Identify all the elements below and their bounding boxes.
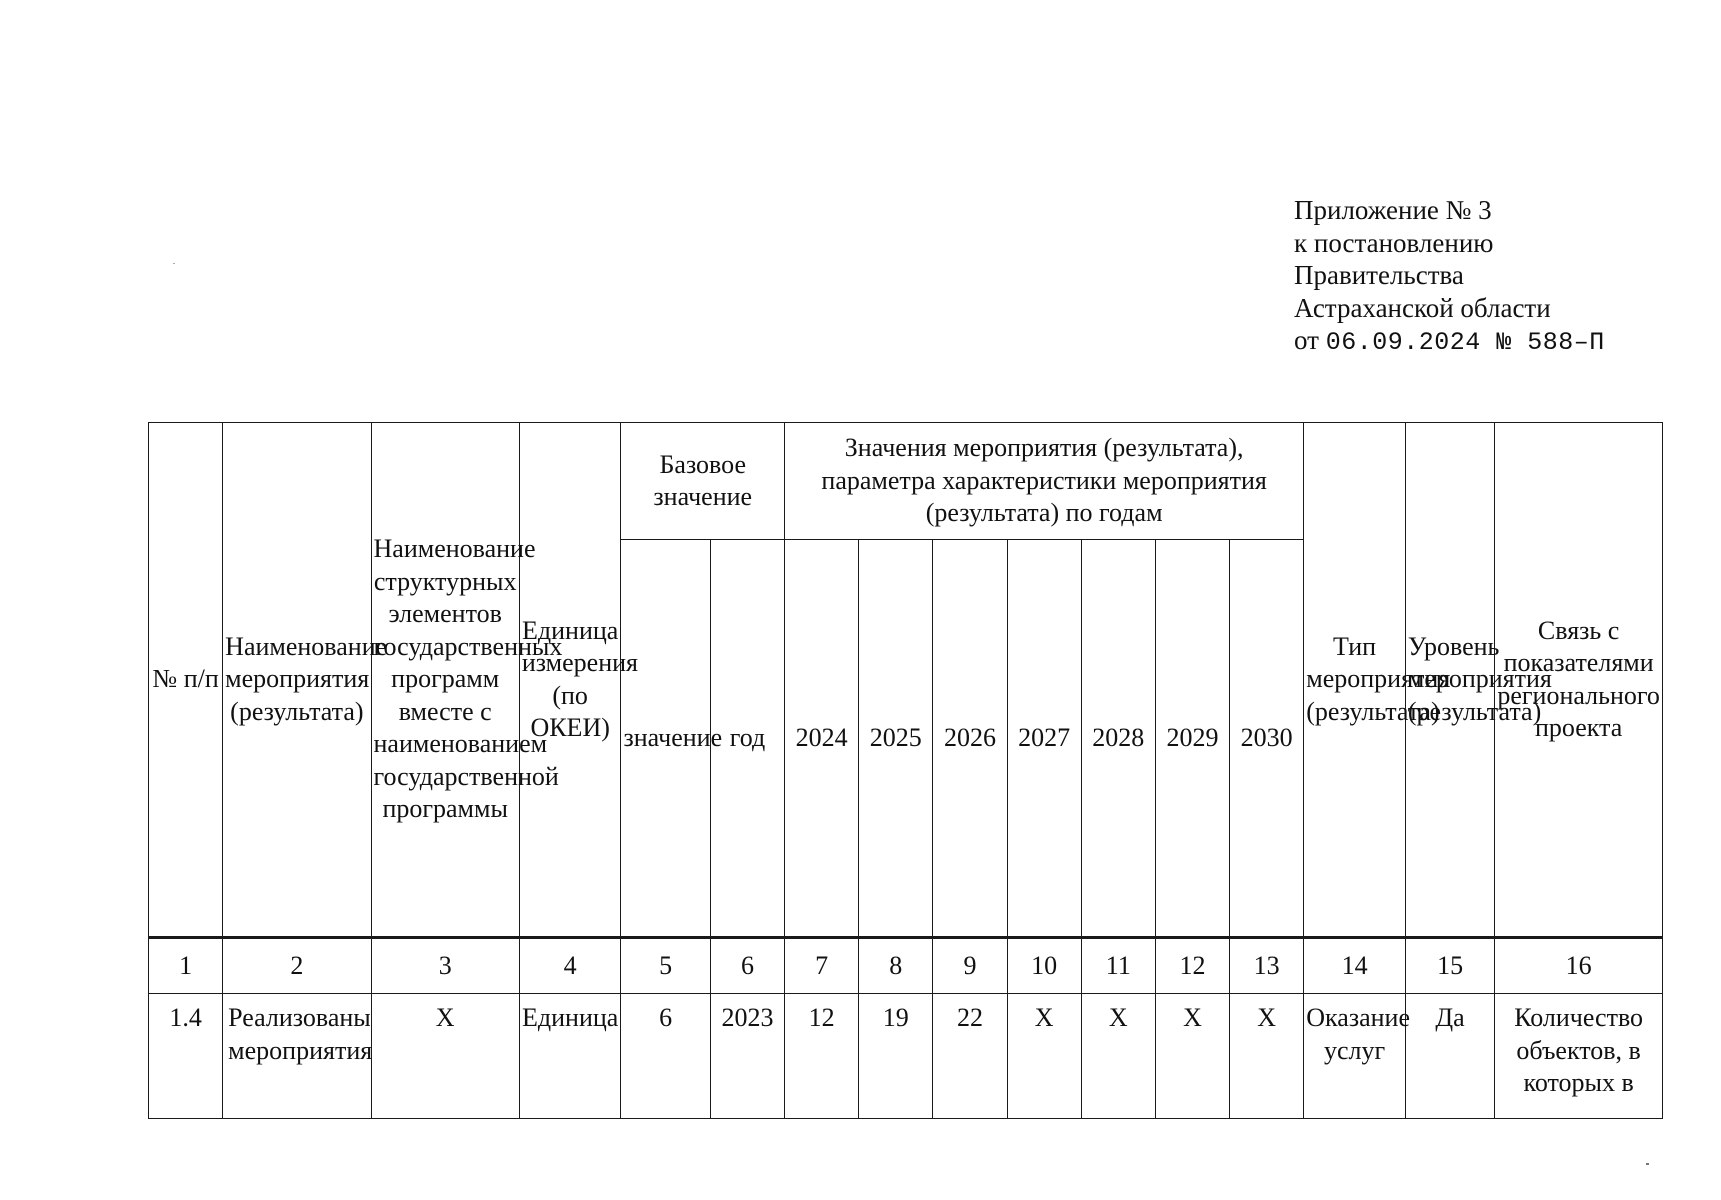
- header-number: № п/п: [149, 423, 223, 938]
- column-number: 12: [1155, 938, 1229, 994]
- cell-year-value: Х: [1007, 994, 1081, 1119]
- column-number: 15: [1405, 938, 1494, 994]
- column-number: 14: [1304, 938, 1406, 994]
- column-number-row: [149, 938, 1663, 994]
- header-year: 2024: [785, 540, 859, 938]
- appendix-header: [1294, 194, 1605, 360]
- column-number: 7: [785, 938, 859, 994]
- cell-number: 1.4: [149, 994, 223, 1119]
- header-name: Наименование мероприятия (результата): [223, 423, 371, 938]
- header-year: 2028: [1081, 540, 1155, 938]
- column-number: 16: [1495, 938, 1663, 994]
- appendix-date-number: 06.09.2024 № 588–П: [1325, 328, 1605, 357]
- header-year: 2030: [1230, 540, 1304, 938]
- scan-mark: [1646, 1163, 1649, 1165]
- cell-link: Количество объектов, в которых в: [1495, 994, 1663, 1119]
- header-row-1: [149, 423, 1663, 540]
- column-number: 8: [859, 938, 933, 994]
- scan-speck: [173, 263, 175, 264]
- header-unit: Единица измерения (по ОКЕИ): [519, 423, 621, 938]
- cell-name: Реализованы мероприятия: [223, 994, 371, 1119]
- cell-year-value: Х: [1081, 994, 1155, 1119]
- column-number: 6: [710, 938, 784, 994]
- header-structural: Наименование структурных элементов государственных программ вместе с наименованием государственной программы: [371, 423, 519, 938]
- cell-year-value: 22: [933, 994, 1007, 1119]
- cell-year-value: 19: [859, 994, 933, 1119]
- column-number: 1: [149, 938, 223, 994]
- header-base-group: Базовое значение: [621, 423, 785, 540]
- appendix-line: к постановлению: [1294, 227, 1494, 258]
- appendix-line: Приложение № 3: [1294, 195, 1492, 225]
- cell-year-value: Х: [1155, 994, 1229, 1119]
- header-type: Тип мероприятия (результата): [1304, 423, 1406, 938]
- header-link: Связь с показателями регионального проекта: [1495, 423, 1663, 938]
- header-base-value: значение: [621, 540, 710, 938]
- cell-year-value: 12: [785, 994, 859, 1119]
- header-year: 2029: [1155, 540, 1229, 938]
- cell-base-value: 6: [621, 994, 710, 1119]
- column-number: 13: [1230, 938, 1304, 994]
- appendix-line: Астраханской области: [1294, 292, 1551, 323]
- cell-unit: Единица: [519, 994, 621, 1119]
- indicators-table: [148, 422, 1663, 1119]
- cell-year-value: Х: [1230, 994, 1304, 1119]
- column-number: 4: [519, 938, 621, 994]
- header-base-year: год: [710, 540, 784, 938]
- header-level: Уровень мероприятия (результата): [1405, 423, 1494, 938]
- cell-level: Да: [1405, 994, 1494, 1119]
- appendix-date-prefix: от: [1294, 325, 1326, 355]
- header-year: 2025: [859, 540, 933, 938]
- cell-structural: Х: [371, 994, 519, 1119]
- column-number: 9: [933, 938, 1007, 994]
- column-number: 2: [223, 938, 371, 994]
- header-values-group: Значения мероприятия (результата), параметра характеристики мероприятия (результата) по годам: [785, 423, 1304, 540]
- appendix-line: Правительства: [1294, 260, 1464, 290]
- cell-base-year: 2023: [710, 994, 784, 1119]
- column-number: 11: [1081, 938, 1155, 994]
- column-number: 5: [621, 938, 710, 994]
- cell-type: Оказание услуг: [1304, 994, 1406, 1119]
- column-number: 10: [1007, 938, 1081, 994]
- header-year: 2027: [1007, 540, 1081, 938]
- header-year: 2026: [933, 540, 1007, 938]
- appendix-date-line: [1294, 324, 1605, 360]
- table-row: [149, 994, 1663, 1119]
- column-number: 3: [371, 938, 519, 994]
